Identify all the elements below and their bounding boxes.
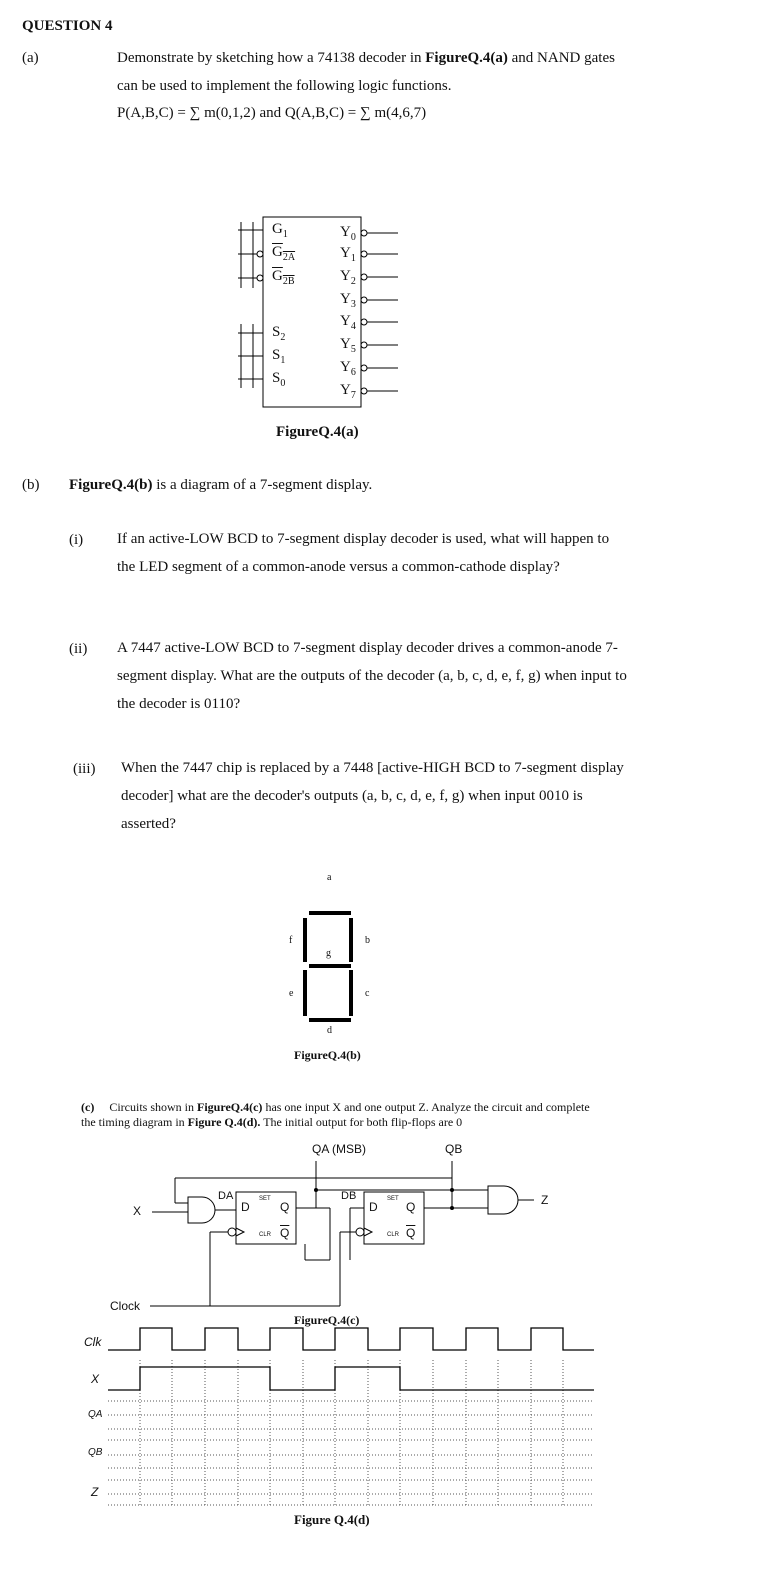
- decoder-input-g1: $G_1$: [272, 221, 288, 240]
- seg-label-f: f: [289, 935, 293, 946]
- da-label: DA: [218, 1190, 234, 1202]
- timing-label-qa: QA: [88, 1409, 103, 1420]
- part-a-question: Demonstrate by sketching how a 74138 decoder in FigureQ.4(a) and NAND gates can be used to implement the following logic functions.: [117, 50, 615, 94]
- timing-label-clk: Clk: [84, 1335, 102, 1349]
- ffb-clr-label: CLR: [387, 1232, 400, 1238]
- decoder-output-y4: $Y_4$: [340, 313, 356, 332]
- figure-q4d-caption: Figure Q.4(d): [294, 1512, 370, 1527]
- part-b-ii-text: A 7447 active-LOW BCD to 7-segment display decoder drives a common-anode 7-segment display. What are the outputs of the decoder (a, b, c, d, e, f, g) when input to the decoder is 0110?: [117, 640, 627, 712]
- decoder-output-y1: $Y_1$: [340, 245, 356, 264]
- part-b-ii-label: (ii): [69, 641, 88, 657]
- part-b-i-label: (i): [69, 532, 84, 548]
- decoder-output-y2: $Y_2$: [340, 268, 356, 287]
- decoder-input-s1: $S_1$: [272, 347, 286, 366]
- ffb-qbar-label: $\overline{Q}$: [406, 1226, 416, 1240]
- z-output-label: Z: [541, 1193, 549, 1207]
- part-b-label: (b): [22, 477, 40, 493]
- seg-label-b: b: [365, 935, 370, 946]
- part-b-i-text: If an active-LOW BCD to 7-segment display decoder is used, what will happen to the LED segment of a common-anode versus a common-cathode display?: [117, 531, 610, 575]
- qb-label: QB: [445, 1142, 463, 1156]
- timing-label-qb: QB: [88, 1447, 103, 1458]
- db-label: DB: [341, 1190, 357, 1202]
- question-title: QUESTION 4: [22, 18, 113, 34]
- timing-label-z: Z: [91, 1485, 99, 1499]
- decoder-output-y5: $Y_5$: [340, 336, 356, 355]
- part-a-label: (a): [22, 50, 39, 66]
- decoder-output-y3: $Y_3$: [340, 291, 356, 310]
- part-a-formula: P(A,B,C) = ∑ m(0,1,2) and Q(A,B,C) = ∑ m(4,6,7): [117, 105, 427, 121]
- seg-label-a: a: [327, 872, 332, 883]
- seg-label-c: c: [365, 988, 370, 999]
- clk-waveform: [108, 1328, 594, 1350]
- ffb-q-label: Q: [406, 1200, 416, 1214]
- figure-q4a-caption: FigureQ.4(a): [276, 424, 359, 440]
- decoder-output-y6: $Y_6$: [340, 359, 356, 378]
- ffa-d-label: D: [241, 1200, 250, 1214]
- figure-q4c-caption: FigureQ.4(c): [294, 1313, 360, 1327]
- ffa-q-label: Q: [280, 1200, 290, 1214]
- decoder-input-g2a: $G_{2A}$: [272, 244, 296, 263]
- decoder-output-y0: $Y_0$: [340, 224, 356, 243]
- figure-q4b-caption: FigureQ.4(b): [294, 1048, 361, 1062]
- seg-label-g: g: [326, 948, 331, 959]
- qa-msb-label: QA (MSB): [312, 1142, 367, 1156]
- ffa-clr-label: CLR: [259, 1232, 272, 1238]
- decoder-input-s2: $S_2$: [272, 324, 286, 343]
- x-waveform: [108, 1367, 594, 1390]
- ffb-d-label: D: [369, 1200, 378, 1214]
- ffb-set-label: SET: [387, 1196, 399, 1202]
- part-b-intro: FigureQ.4(b) is a diagram of a 7-segment display.: [69, 477, 373, 493]
- ffa-set-label: SET: [259, 1196, 271, 1202]
- decoder-input-g2b: $G_{2B}$: [272, 268, 295, 287]
- decoder-output-y7: $Y_7$: [340, 382, 356, 401]
- clock-label: Clock: [110, 1299, 141, 1313]
- part-b-iii-text: When the 7447 chip is replaced by a 7448 [active-HIGH BCD to 7-segment display decoder] what are the decoder's outputs (a, b, c, d, e, f, g) when input 0010 is asserted?: [121, 760, 624, 832]
- part-b-iii-label: (iii): [73, 761, 96, 777]
- seg-label-e: e: [289, 988, 294, 999]
- timing-label-x: X: [91, 1372, 100, 1386]
- seg-label-d: d: [327, 1025, 332, 1036]
- ffa-qbar-label: $\overline{Q}$: [280, 1226, 290, 1240]
- decoder-input-s0: $S_0$: [272, 370, 286, 389]
- part-c-question: (c) Circuits shown in FigureQ.4(c) has one input X and one output Z. Analyze the circuit and complete the timing diagram in Figure Q.4(d). The initial output for both flip-flops are 0: [81, 1100, 590, 1129]
- x-input-label: X: [133, 1204, 142, 1218]
